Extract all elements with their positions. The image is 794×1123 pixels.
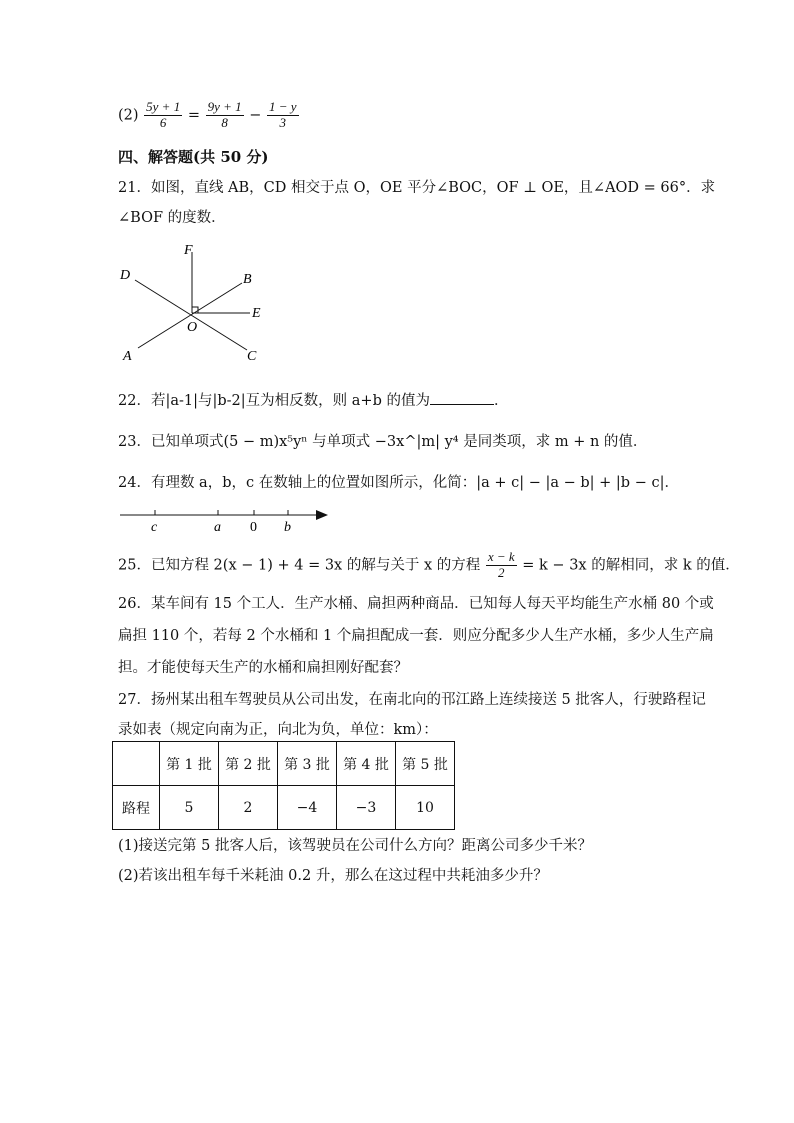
table-header-cell: 第 5 批 xyxy=(396,742,455,786)
axis-label-c: c xyxy=(151,520,158,535)
equals-sign: = xyxy=(187,107,200,124)
q25-fraction-denominator: 2 xyxy=(498,564,505,580)
table-header-cell: 第 1 批 xyxy=(160,742,219,786)
route-table xyxy=(112,741,455,830)
label-d: D xyxy=(120,268,131,283)
fraction-r2-denominator: 3 xyxy=(279,114,287,130)
table-header-cell: 第 4 批 xyxy=(337,742,396,786)
table-header-cell: 第 3 批 xyxy=(278,742,337,786)
q22-text: 22．若|a-1|与|b-2|互为相反数，则 a+b 的值为 xyxy=(118,393,430,409)
answer-blank xyxy=(430,392,494,405)
q25 xyxy=(118,550,740,581)
table-cell: 2 xyxy=(219,786,278,830)
fraction-r1-numerator: 9y + 1 xyxy=(207,99,242,114)
table-cell: 5 xyxy=(160,786,219,830)
q25-text-a: 25．已知方程 2(x − 1) + 4 = 3x 的解与关于 x 的方程 xyxy=(118,557,481,574)
table-header-row xyxy=(113,742,455,786)
table-cell: 10 xyxy=(396,786,455,830)
q27-line2: 录如表（规定向南为正，向北为负，单位：km）： xyxy=(118,722,438,738)
table-header-cell xyxy=(113,742,160,786)
label-b: B xyxy=(243,272,252,287)
table-row xyxy=(113,786,455,830)
q22-period: ． xyxy=(493,393,509,409)
equation-2-label: (2) xyxy=(118,107,139,124)
axis-label-zero: 0 xyxy=(250,520,257,535)
section-title: 四、解答题(共 50 分) xyxy=(118,148,269,166)
label-o: O xyxy=(187,320,198,335)
line-ab xyxy=(138,283,242,348)
equation-2 xyxy=(118,100,300,131)
fraction-lhs-numerator: 5y + 1 xyxy=(146,99,181,114)
axis-label-b: b xyxy=(284,520,291,535)
q23: 23．已知单项式(5 − m)x⁵yⁿ 与单项式 −3x^|m| y⁴ 是同类项，求 m + n 的值． xyxy=(118,434,648,450)
q22 xyxy=(118,389,508,410)
q25-text-b: = k − 3x 的解相同，求 k 的值． xyxy=(522,557,740,574)
table-row-label: 路程 xyxy=(113,786,160,830)
fraction-r2 xyxy=(267,100,299,131)
table-header-cell: 第 2 批 xyxy=(219,742,278,786)
label-a: A xyxy=(123,349,132,364)
axis-arrow xyxy=(316,510,328,520)
fraction-lhs xyxy=(144,100,182,131)
q24: 24．有理数 a，b，c 在数轴上的位置如图所示，化简：|a + c| − |a − b| + |b − c|． xyxy=(118,475,679,491)
fraction-r1-denominator: 8 xyxy=(221,114,228,130)
q27-sub2: (2)若该出租车每千米耗油 0.2 升，那么在这过程中共耗油多少升？ xyxy=(118,868,548,884)
table-cell: −3 xyxy=(337,786,396,830)
label-c: C xyxy=(247,349,257,364)
q25-fraction xyxy=(486,550,517,581)
q21-line2: ∠BOF 的度数． xyxy=(118,210,226,226)
number-line xyxy=(118,505,333,537)
q26-line1: 26．某车间有 15 个工人．生产水桶、扁担两种商品．已知每人每天平均能生产水桶 80 个或 xyxy=(118,596,714,612)
table-cell: −4 xyxy=(278,786,337,830)
fraction-r1 xyxy=(206,100,244,131)
label-e: E xyxy=(252,306,261,321)
fraction-lhs-denominator: 6 xyxy=(159,114,167,130)
q27-line1: 27．扬州某出租车驾驶员从公司出发，在南北向的邗江路上连续接送 5 批客人，行驶路程记 xyxy=(118,692,706,708)
q27-sub1: (1)接送完第 5 批客人后，该驾驶员在公司什么方向？距离公司多少千米？ xyxy=(118,838,592,854)
q21-line1: 21．如图，直线 AB，CD 相交于点 O，OE 平分∠BOC，OF ⊥ OE，且∠AOD = 66°．求 xyxy=(118,180,716,196)
fraction-r2-numerator: 1 − y xyxy=(269,99,297,114)
q21-figure xyxy=(110,240,280,370)
label-f: F xyxy=(184,243,193,258)
minus-sign: − xyxy=(249,107,262,124)
q25-fraction-numerator: x − k xyxy=(487,549,515,564)
q26-line3: 担。才能使每天生产的水桶和扁担刚好配套？ xyxy=(118,660,408,676)
axis-label-a: a xyxy=(214,520,221,535)
q26-line2: 扁担 110 个，若每 2 个水桶和 1 个扁担配成一套．则应分配多少人生产水桶，多少人生产扁 xyxy=(118,628,714,644)
